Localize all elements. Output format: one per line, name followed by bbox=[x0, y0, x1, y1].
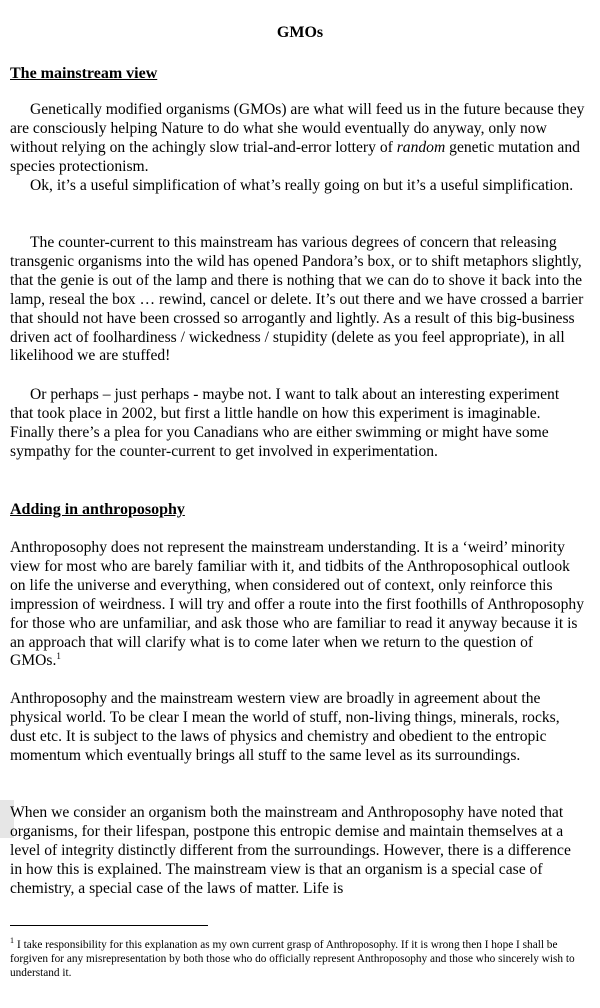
section-heading-mainstream-view: The mainstream view bbox=[10, 65, 158, 82]
paragraph-text: genetic mutation and species protectionism. bbox=[10, 138, 580, 175]
paragraph-organism: When we consider an organism both the mainstream and Anthroposophy have noted that organisms, for their lifespan, postpone this entropic demise and maintain themselves at a level of integrity distinctly different from the surroundings. However, there is a difference in how this is explained. The mainstream view is that an organism is a special case of chemistry, a special case of the laws of matter. Life is bbox=[10, 804, 571, 897]
paragraph-anthroposophy-intro bbox=[10, 539, 586, 671]
paragraph-simplification: Ok, it’s a useful simplification of what’s really going on but it’s a useful simplification. bbox=[30, 177, 574, 194]
section-heading-adding-anthroposophy: Adding in anthroposophy bbox=[10, 501, 185, 518]
document-title: GMOs bbox=[276, 24, 324, 41]
paragraph-physical-world: Anthroposophy and the mainstream western view are broadly in agreement about the physical world. To be clear I mean the world of stuff, non-living things, minerals, rocks, dust etc. It is subject to the laws of physics and chemistry and obedient to the entropic momentum which eventually brings all stuff to the same level as its surroundings. bbox=[10, 690, 560, 764]
footnote-separator bbox=[10, 925, 208, 926]
emphasis-random: random bbox=[396, 138, 446, 156]
paragraph-text: Anthroposophy does not represent the mainstream understanding. It is a ‘weird’ minority view for most who are barely familiar with it, and tidbits of the Anthroposophical outlook on life the universe and everything, when considered out of context, only reinforce this impression of weirdness. I will try and offer a route into the first foothills of Anthroposophy for those who are unfamiliar, and ask those who are familiar to read it anyway because it is an approach that will clarify what is to come later when we return to the question of GMOs. bbox=[10, 539, 584, 670]
paragraph-text: Genetically modified organisms (GMOs) are what will feed us in the future because they are consciously helping Nature to do what she would eventually do anyway, only now without relying on the achingly slow trial-and-error lottery of bbox=[10, 101, 585, 156]
paragraph-perhaps-not: Or perhaps – just perhaps - maybe not. I want to talk about an interesting experiment that took place in 2002, but first a little handle on how this experiment is imaginable. Finally there’s a plea for you Canadians who are either swimming or might have some sympathy for the counter-current to get involved in experimentation. bbox=[10, 386, 560, 460]
paragraph-gmo-intro bbox=[10, 101, 586, 177]
footnote bbox=[10, 938, 586, 981]
footnote-number: 1 bbox=[10, 936, 14, 946]
footnote-text: I take responsibility for this explanation as my own current grasp of Anthroposophy. If it is wrong then I hope I shall be forgiven for any misrepresentation by both those who do officially represent Anthroposophy and those who sincerely wish to understand it. bbox=[10, 939, 575, 980]
paragraph-counter-current: The counter-current to this mainstream has various degrees of concern that releasing transgenic organisms into the wild has opened Pandora’s box, or to shift metaphors slightly, that the genie is out of the lamp and there is nothing that we can do to shove it back into the lamp, reseal the box … rewind, cancel or delete. It’s out there and we have crossed a barrier that should not have been crossed so arrogantly and lightly. As a result of this big-business driven act of foolhardiness / wickedness / stupidity (delete as you feel appropriate), in all likelihood we are stuffed! bbox=[10, 234, 584, 365]
footnote-reference[interactable]: 1 bbox=[56, 651, 61, 662]
